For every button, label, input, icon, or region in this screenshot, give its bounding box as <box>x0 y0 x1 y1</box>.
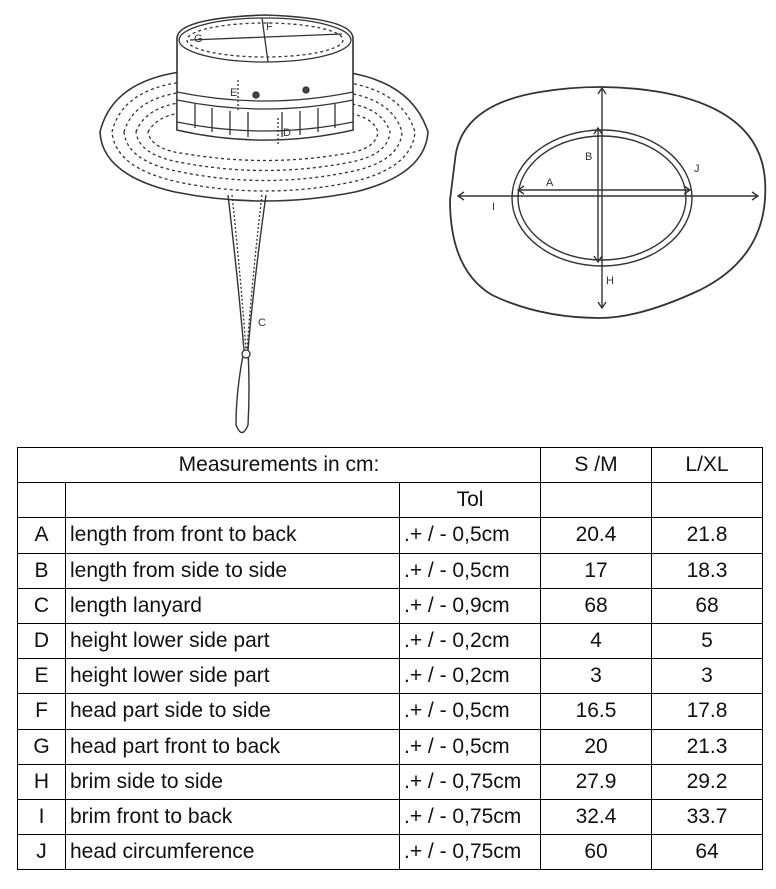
measurement-description: head part side to side <box>66 694 400 729</box>
measurement-table-body <box>18 448 763 870</box>
value-sm: 4 <box>541 623 652 658</box>
table-row <box>18 518 763 553</box>
measurement-description: length lanyard <box>66 588 400 623</box>
label-j: J <box>694 163 700 175</box>
value-lxl: 33.7 <box>652 799 763 834</box>
measurement-tolerance: .+ / - 0,5cm <box>400 694 541 729</box>
empty-cell <box>652 483 763 518</box>
label-a: A <box>546 177 554 189</box>
measurement-code: A <box>18 518 66 553</box>
measurement-description: height lower side part <box>66 623 400 658</box>
value-lxl: 68 <box>652 588 763 623</box>
table-row <box>18 659 763 694</box>
value-sm: 20 <box>541 729 652 764</box>
value-lxl: 29.2 <box>652 764 763 799</box>
table-row <box>18 588 763 623</box>
label-e: E <box>230 87 238 99</box>
value-sm: 32.4 <box>541 799 652 834</box>
measurement-description: brim side to side <box>66 764 400 799</box>
measurement-code: D <box>18 623 66 658</box>
value-sm: 16.5 <box>541 694 652 729</box>
table-title: Measurements in cm: <box>18 448 541 483</box>
measurement-tolerance: .+ / - 0,5cm <box>400 553 541 588</box>
label-h: H <box>606 275 614 287</box>
measurement-description: length from side to side <box>66 553 400 588</box>
value-sm: 60 <box>541 835 652 870</box>
value-sm: 68 <box>541 588 652 623</box>
tol-header: Tol <box>400 483 541 518</box>
measurement-description: length from front to back <box>66 518 400 553</box>
measurement-code: G <box>18 729 66 764</box>
table-row <box>18 764 763 799</box>
value-lxl: 5 <box>652 623 763 658</box>
value-lxl: 17.8 <box>652 694 763 729</box>
measurement-tolerance: .+ / - 0,9cm <box>400 588 541 623</box>
table-row <box>18 694 763 729</box>
value-lxl: 21.3 <box>652 729 763 764</box>
measurement-description: brim front to back <box>66 799 400 834</box>
label-b: B <box>585 151 593 163</box>
value-sm: 27.9 <box>541 764 652 799</box>
measurement-tolerance: .+ / - 0,75cm <box>400 835 541 870</box>
empty-cell <box>18 483 66 518</box>
empty-cell <box>541 483 652 518</box>
label-g: G <box>194 33 203 45</box>
measurement-tolerance: .+ / - 0,5cm <box>400 518 541 553</box>
size-header-lxl: L/XL <box>652 448 763 483</box>
measurement-description: head circumference <box>66 835 400 870</box>
size-header-sm: S /M <box>541 448 652 483</box>
label-c: C <box>258 317 266 329</box>
value-sm: 3 <box>541 659 652 694</box>
label-d: D <box>283 127 291 139</box>
measurement-tolerance: .+ / - 0,5cm <box>400 729 541 764</box>
value-lxl: 64 <box>652 835 763 870</box>
table-title-row <box>18 448 763 483</box>
value-sm: 20.4 <box>541 518 652 553</box>
table-subheader-row <box>18 483 763 518</box>
measurement-code: J <box>18 835 66 870</box>
value-lxl: 3 <box>652 659 763 694</box>
value-sm: 17 <box>541 553 652 588</box>
measurement-description: head part front to back <box>66 729 400 764</box>
table-row <box>18 835 763 870</box>
label-i: I <box>492 201 496 213</box>
measurement-code: H <box>18 764 66 799</box>
measurement-code: C <box>18 588 66 623</box>
table-row <box>18 729 763 764</box>
measurement-code: B <box>18 553 66 588</box>
measurement-code: F <box>18 694 66 729</box>
measurement-code: I <box>18 799 66 834</box>
value-lxl: 21.8 <box>652 518 763 553</box>
measurement-tolerance: .+ / - 0,75cm <box>400 764 541 799</box>
label-f: F <box>266 21 273 33</box>
empty-cell <box>66 483 400 518</box>
table-row <box>18 799 763 834</box>
value-lxl: 18.3 <box>652 553 763 588</box>
measurement-tolerance: .+ / - 0,75cm <box>400 799 541 834</box>
table-row <box>18 623 763 658</box>
measurement-tolerance: .+ / - 0,2cm <box>400 623 541 658</box>
measurement-code: E <box>18 659 66 694</box>
measurement-description: height lower side part <box>66 659 400 694</box>
measurement-tolerance: .+ / - 0,2cm <box>400 659 541 694</box>
measurement-table <box>17 447 763 870</box>
table-row <box>18 553 763 588</box>
